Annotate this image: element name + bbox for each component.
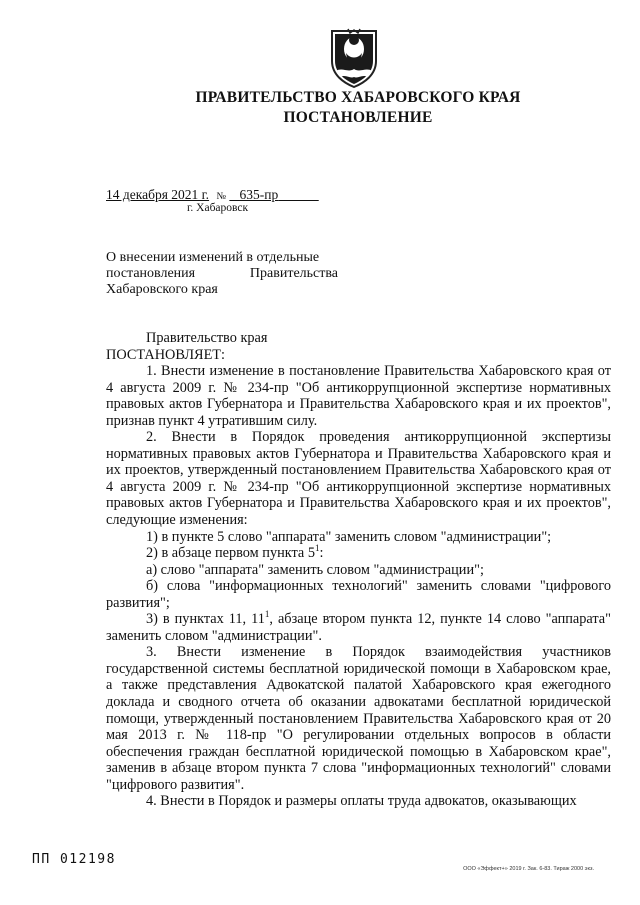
document-body	[106, 330, 611, 810]
paragraph-2-item-3: 3) в пунктах 11, $11^1$, абзаце втором пункта 12, пункте 14 слово "аппарата" заменить словом "администрации".	[106, 609, 611, 644]
paragraph-2-item-2a: а) слово "аппарата" заменить словом "администрации";	[146, 561, 484, 578]
coat-of-arms-icon	[328, 27, 380, 89]
document-date: 14 декабря 2021 г.	[106, 187, 210, 202]
number-label: №	[216, 191, 226, 202]
paragraph-4: 4. Внести в Порядок и размеры оплаты труда адвокатов, оказывающих	[146, 793, 577, 810]
paragraph-2-item-2b: б) слова "информационных технологий" заменить словами "цифрового развития";	[106, 578, 611, 611]
printer-imprint: ООО «Эффект+» 2019 г. Зак. 6-83. Тираж 2000 экз.	[463, 866, 594, 872]
subject-line: Хабаровского края	[106, 282, 218, 297]
subject-line: постановления Правительства	[106, 266, 338, 281]
organization-title: ПРАВИТЕЛЬСТВО ХАБАРОВСКОГО КРАЯ	[195, 89, 521, 106]
paragraph-2: 2. Внести в Порядок проведения антикоррупционной экспертизы нормативных правовых актов Губернатора и Правительства Хабаровского края и их проектов, утвержденный постановлением Правительства Хабаровского края от 4 августа 2009 г. № 234-пр "Об антикоррупционной экспертизе нормативных правовых актов Губернатора и Правительства Хабаровского края и их проектов", следующие изменения:	[106, 429, 611, 529]
document-subject	[106, 250, 338, 298]
form-serial-number: ПП 012198	[32, 852, 116, 867]
paragraph-3: 3. Внести изменение в Порядок взаимодействия участников государственной системы бесплатной юридической помощи в Хабаровском крае, а также представления Адвокатской палатой Хабаровского края ежегодного доклада и сводного отчета об оказании адвокатами бесплатной юридической помощи, утвержденный постановлением Правительства Хабаровского края от 20 мая 2013 г. № 118-пр "О регулировании отдельных вопросов в области обеспечения граждан бесплатной юридической помощью в Хабаровском крае", заменив в абзаце втором пункта 7 слова "информационных технологий" словами "цифрового развития".	[106, 644, 611, 793]
document-type: ПОСТАНОВЛЕНИЕ	[283, 109, 433, 126]
document-number: 635-пр	[239, 187, 279, 202]
intro-line: Правительство края	[146, 330, 268, 346]
paragraph-1: 1. Внести изменение в постановление Правительства Хабаровского края от 4 августа 2009 г. № 234-пр "Об антикоррупционной экспертизе нормативных правовых актов Губернатора и Правительства Хабаровского края и их проектов", признав пункт 4 утратившим силу.	[106, 363, 611, 429]
date-line	[106, 187, 319, 203]
paragraph-2-item-2: 2) в абзаце первом пункта $5^1$:	[146, 543, 324, 562]
city: г. Хабаровск	[187, 202, 249, 214]
paragraph-2-item-1: 1) в пункте 5 слово "аппарата" заменить словом "администрации";	[146, 528, 552, 545]
resolves-line: ПОСТАНОВЛЯЕТ:	[106, 346, 226, 363]
subject-line: О внесении изменений в отдельные	[106, 250, 320, 265]
